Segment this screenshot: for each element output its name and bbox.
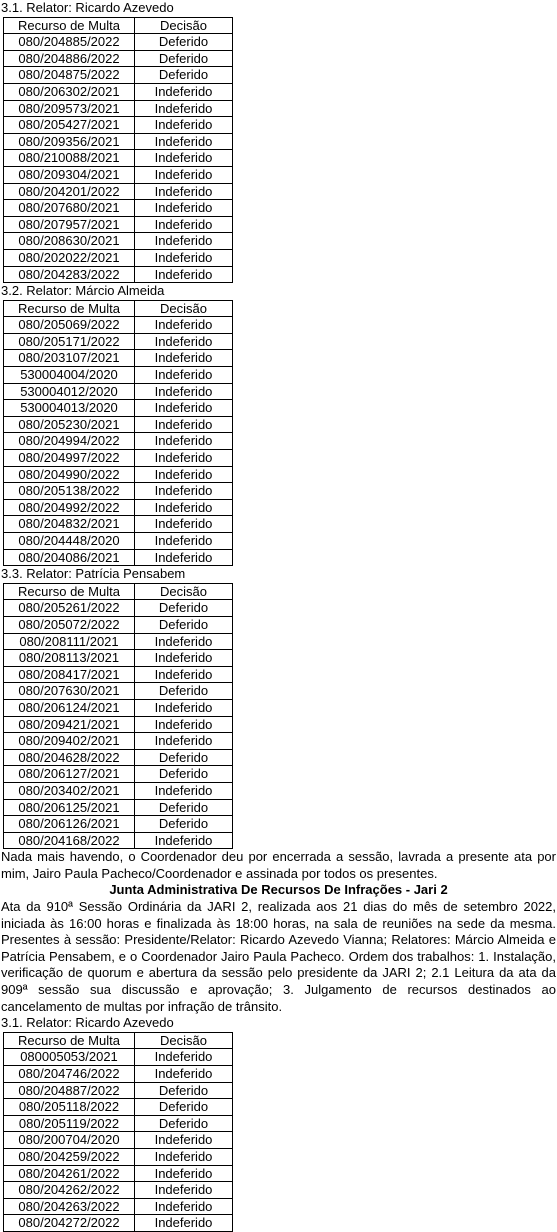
table-row (4, 266, 233, 283)
recurso-cell: 080/203107/2021 (4, 350, 135, 367)
column-header-recurso: Recurso de Multa (4, 300, 135, 317)
table-row (4, 166, 233, 183)
table-row (4, 466, 233, 483)
decisao-cell: Deferido (135, 34, 233, 51)
decisao-cell: Deferido (135, 67, 233, 84)
decisao-cell: Deferido (135, 1115, 233, 1132)
table-row (4, 1215, 233, 1232)
table-row (4, 117, 233, 134)
recurso-cell: 080/207680/2021 (4, 200, 135, 217)
table-row (4, 499, 233, 516)
decisao-cell: Indeferido (135, 499, 233, 516)
table-row (4, 67, 233, 84)
table-row (4, 200, 233, 217)
table-row (4, 1182, 233, 1199)
decisao-cell: Indeferido (135, 233, 233, 250)
table-row (4, 1148, 233, 1165)
recurso-cell: 080/204272/2022 (4, 1215, 135, 1232)
table-row (4, 483, 233, 500)
table-row (4, 832, 233, 849)
table-row (4, 616, 233, 633)
decisao-cell: Indeferido (135, 1198, 233, 1215)
table-row (4, 650, 233, 667)
table-row (4, 1066, 233, 1083)
table-row (4, 1165, 233, 1182)
recurso-cell: 080/204992/2022 (4, 499, 135, 516)
decision-table-ricardo (3, 17, 233, 284)
recurso-cell: 080/204990/2022 (4, 466, 135, 483)
table-header-row (4, 17, 233, 34)
decisao-cell: Indeferido (135, 367, 233, 384)
table-row (4, 317, 233, 334)
decisao-cell: Indeferido (135, 350, 233, 367)
decisao-cell: Indeferido (135, 216, 233, 233)
recurso-cell: 080/204832/2021 (4, 516, 135, 533)
table-row (4, 333, 233, 350)
decisao-cell: Indeferido (135, 1148, 233, 1165)
column-header-decisao: Decisão (135, 583, 233, 600)
table-row (4, 34, 233, 51)
section-heading-ricardo: 3.1. Relator: Ricardo Azevedo (1, 0, 174, 15)
recurso-cell: 080/209573/2021 (4, 100, 135, 117)
decisao-cell: Indeferido (135, 416, 233, 433)
table-row (4, 600, 233, 617)
column-header-recurso: Recurso de Multa (4, 583, 135, 600)
column-header-recurso: Recurso de Multa (4, 17, 135, 34)
table-row (4, 100, 233, 117)
recurso-cell: 080/208113/2021 (4, 650, 135, 667)
section-heading-marcio: 3.2. Relator: Márcio Almeida (1, 283, 165, 299)
table-row (4, 249, 233, 266)
recurso-cell: 080/206124/2021 (4, 699, 135, 716)
decisao-cell: Indeferido (135, 333, 233, 350)
table-row (4, 216, 233, 233)
section-heading-ricardo-2: 3.1. Relator: Ricardo Azevedo (1, 1015, 174, 1031)
table-row (4, 150, 233, 167)
table-row (4, 1099, 233, 1116)
decisao-cell: Indeferido (135, 533, 233, 550)
decisao-cell: Indeferido (135, 166, 233, 183)
table-row (4, 50, 233, 67)
decisao-cell: Deferido (135, 799, 233, 816)
decisao-cell: Indeferido (135, 650, 233, 667)
table-row (4, 733, 233, 750)
recurso-cell: 080/202022/2021 (4, 249, 135, 266)
table-header-row (4, 1032, 233, 1049)
decisao-cell: Indeferido (135, 1132, 233, 1149)
decisao-cell: Indeferido (135, 782, 233, 799)
recurso-cell: 080/204261/2022 (4, 1165, 135, 1182)
table-header-row (4, 300, 233, 317)
column-header-recurso: Recurso de Multa (4, 1032, 135, 1049)
recurso-cell: 080/208630/2021 (4, 233, 135, 250)
table-row (4, 450, 233, 467)
decisao-cell: Indeferido (135, 716, 233, 733)
recurso-cell: 080/205230/2021 (4, 416, 135, 433)
decision-table-marcio (3, 300, 233, 567)
recurso-cell: 530004012/2020 (4, 383, 135, 400)
decisao-cell: Indeferido (135, 516, 233, 533)
recurso-cell: 080/207630/2021 (4, 683, 135, 700)
recurso-cell: 080/207957/2021 (4, 216, 135, 233)
recurso-cell: 080/208417/2021 (4, 666, 135, 683)
recurso-cell: 080/205138/2022 (4, 483, 135, 500)
recurso-cell: 080/204875/2022 (4, 67, 135, 84)
table-row (4, 383, 233, 400)
decisao-cell: Indeferido (135, 249, 233, 266)
recurso-cell: 080/204448/2020 (4, 533, 135, 550)
table-row (4, 549, 233, 566)
recurso-cell: 080/209356/2021 (4, 133, 135, 150)
decisao-cell: Indeferido (135, 633, 233, 650)
recurso-cell: 080/204259/2022 (4, 1148, 135, 1165)
recurso-cell: 080/205427/2021 (4, 117, 135, 134)
decisao-cell: Deferido (135, 50, 233, 67)
decisao-cell: Deferido (135, 1082, 233, 1099)
table-row (4, 433, 233, 450)
decision-table-patricia (3, 583, 233, 850)
recurso-cell: 080/209421/2021 (4, 716, 135, 733)
recurso-cell: 080/210088/2021 (4, 150, 135, 167)
table-row (4, 633, 233, 650)
table-row (4, 816, 233, 833)
recurso-cell: 080/204885/2022 (4, 34, 135, 51)
decisao-cell: Indeferido (135, 450, 233, 467)
recurso-cell: 080/206125/2021 (4, 799, 135, 816)
decisao-cell: Indeferido (135, 183, 233, 200)
table-row (4, 1115, 233, 1132)
recurso-cell: 080/204886/2022 (4, 50, 135, 67)
table-row (4, 350, 233, 367)
table-row (4, 1132, 233, 1149)
table-header-row (4, 583, 233, 600)
decision-table-ricardo-2 (3, 1032, 233, 1232)
decisao-cell: Indeferido (135, 466, 233, 483)
decisao-cell: Indeferido (135, 83, 233, 100)
recurso-cell: 080/205171/2022 (4, 333, 135, 350)
table-row (4, 183, 233, 200)
decisao-cell: Deferido (135, 1099, 233, 1116)
table-row (4, 766, 233, 783)
recurso-cell: 080/203402/2021 (4, 782, 135, 799)
table-row (4, 699, 233, 716)
table-row (4, 683, 233, 700)
table-row (4, 1049, 233, 1066)
recurso-cell: 080/204283/2022 (4, 266, 135, 283)
recurso-cell: 080/205119/2022 (4, 1115, 135, 1132)
table-row (4, 716, 233, 733)
closing-paragraph: Nada mais havendo, o Coordenador deu por encerrada a sessão, lavrada a presente ata por mim, Jairo Paula Pacheco/Coordenador e assinada por todos os presentes. (1, 849, 556, 881)
recurso-cell: 080/204168/2022 (4, 832, 135, 849)
decisao-cell: Indeferido (135, 483, 233, 500)
decisao-cell: Indeferido (135, 150, 233, 167)
decisao-cell: Deferido (135, 816, 233, 833)
recurso-cell: 080/208111/2021 (4, 633, 135, 650)
table-row (4, 416, 233, 433)
decisao-cell: Indeferido (135, 1182, 233, 1199)
decisao-cell: Deferido (135, 600, 233, 617)
table-row (4, 749, 233, 766)
table-row (4, 782, 233, 799)
recurso-cell: 080/200704/2020 (4, 1132, 135, 1149)
decisao-cell: Indeferido (135, 400, 233, 417)
recurso-cell: 530004004/2020 (4, 367, 135, 384)
recurso-cell: 080/205072/2022 (4, 616, 135, 633)
decisao-cell: Indeferido (135, 549, 233, 566)
table-row (4, 83, 233, 100)
decisao-cell: Deferido (135, 766, 233, 783)
recurso-cell: 080/204997/2022 (4, 450, 135, 467)
recurso-cell: 080/204262/2022 (4, 1182, 135, 1199)
decisao-cell: Deferido (135, 616, 233, 633)
decisao-cell: Deferido (135, 683, 233, 700)
table-row (4, 799, 233, 816)
recurso-cell: 080/204201/2022 (4, 183, 135, 200)
decisao-cell: Indeferido (135, 100, 233, 117)
table-row (4, 233, 233, 250)
recurso-cell: 080/209304/2021 (4, 166, 135, 183)
recurso-cell: 080/204628/2022 (4, 749, 135, 766)
decisao-cell: Indeferido (135, 832, 233, 849)
column-header-decisao: Decisão (135, 300, 233, 317)
recurso-cell: 080/204263/2022 (4, 1198, 135, 1215)
decisao-cell: Indeferido (135, 1066, 233, 1083)
recurso-cell: 080/209402/2021 (4, 733, 135, 750)
recurso-cell: 080/204994/2022 (4, 433, 135, 450)
decisao-cell: Indeferido (135, 699, 233, 716)
recurso-cell: 080/204887/2022 (4, 1082, 135, 1099)
decisao-cell: Indeferido (135, 117, 233, 134)
table-row (4, 1198, 233, 1215)
recurso-cell: 080/204746/2022 (4, 1066, 135, 1083)
table-row (4, 133, 233, 150)
decisao-cell: Indeferido (135, 200, 233, 217)
column-header-decisao: Decisão (135, 17, 233, 34)
table-row (4, 1082, 233, 1099)
column-header-decisao: Decisão (135, 1032, 233, 1049)
decisao-cell: Indeferido (135, 383, 233, 400)
decisao-cell: Indeferido (135, 266, 233, 283)
session-paragraph: Ata da 910ª Sessão Ordinária da JARI 2, realizada aos 21 dias do mês de setembro 2022, iniciada às 16:00 horas e finalizada às 18:00 horas, na sala de reuniões na sede da mesma. Presentes à sessão: Presidente/Relator: Ricardo Azevedo Vianna; Relatores: Márcio Almeida e Patrícia Pensabem, e o Coordenador Jairo Paula Pacheco. Ordem dos trabalhos: 1. Instalação, verificação de quorum e abertura da sessão pelo presidente da JARI 2; 2.1 Leitura da ata da 909ª sessão sua discussão e aprovação; 3. Julgamento de recursos destinados ao cancelamento de multas por infração de trânsito. (1, 899, 556, 1014)
table-row (4, 400, 233, 417)
table-row (4, 367, 233, 384)
recurso-cell: 080/206127/2021 (4, 766, 135, 783)
decisao-cell: Indeferido (135, 1215, 233, 1232)
table-row (4, 533, 233, 550)
decisao-cell: Indeferido (135, 1165, 233, 1182)
table-row (4, 666, 233, 683)
recurso-cell: 080/206302/2021 (4, 83, 135, 100)
recurso-cell: 080/204086/2021 (4, 549, 135, 566)
decisao-cell: Indeferido (135, 133, 233, 150)
decisao-cell: Indeferido (135, 1049, 233, 1066)
table-row (4, 516, 233, 533)
decisao-cell: Indeferido (135, 433, 233, 450)
recurso-cell: 080/206126/2021 (4, 816, 135, 833)
recurso-cell: 080005053/2021 (4, 1049, 135, 1066)
decisao-cell: Deferido (135, 749, 233, 766)
decisao-cell: Indeferido (135, 733, 233, 750)
decisao-cell: Indeferido (135, 666, 233, 683)
recurso-cell: 080/205118/2022 (4, 1099, 135, 1116)
section-heading-patricia: 3.3. Relator: Patrícia Pensabem (1, 566, 186, 582)
recurso-cell: 530004013/2020 (4, 400, 135, 417)
recurso-cell: 080/205069/2022 (4, 317, 135, 334)
document-title: Junta Administrativa De Recursos De Infrações - Jari 2 (109, 882, 448, 898)
recurso-cell: 080/205261/2022 (4, 600, 135, 617)
decisao-cell: Indeferido (135, 317, 233, 334)
